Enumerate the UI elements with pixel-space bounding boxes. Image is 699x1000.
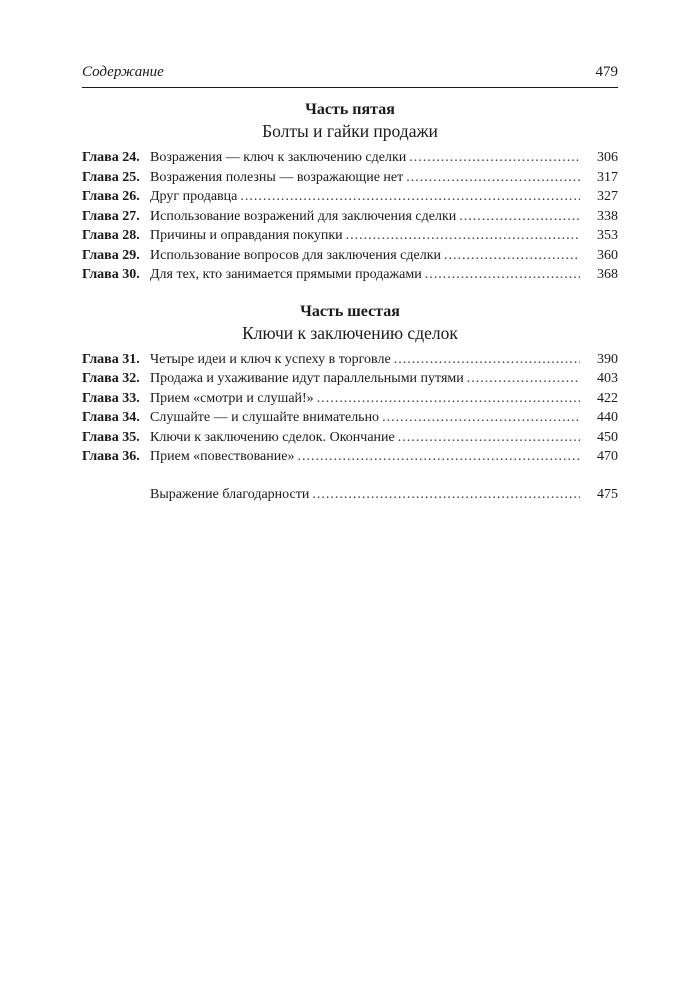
chapter-label: Глава 25. [82, 169, 140, 185]
dot-leader [240, 187, 580, 207]
dot-leader [346, 226, 580, 246]
toc-list [82, 148, 618, 285]
toc-entry[interactable] [82, 408, 618, 428]
chapter-label: Глава 32. [82, 371, 140, 386]
chapter-page: 327 [597, 189, 618, 204]
chapter-page: 360 [597, 247, 618, 263]
dot-leader [297, 447, 580, 467]
running-header [82, 64, 618, 88]
chapter-title: Использование вопросов для заключения сделки [150, 247, 441, 263]
chapter-page: 353 [597, 228, 618, 243]
chapter-label: Глава 33. [82, 390, 140, 406]
chapter-label: Глава 31. [82, 351, 140, 367]
chapter-page: 317 [597, 169, 618, 185]
chapter-title: Ключи к заключению сделок. Окончание [150, 429, 395, 445]
part-heading [82, 302, 618, 344]
part-name: Болты и гайки продажи [262, 121, 438, 141]
chapter-page: 368 [597, 267, 618, 282]
chapter-label: Глава 35. [82, 429, 140, 445]
dot-leader [459, 207, 580, 227]
toc-entry[interactable] [82, 265, 618, 285]
chapter-page: 390 [597, 351, 618, 367]
chapter-title: Возражения — ключ к заключению сделки [150, 150, 407, 165]
chapter-title: Использование возражений для заключения сделки [150, 208, 457, 224]
toc-entry[interactable] [82, 350, 618, 370]
chapter-page: 470 [597, 449, 618, 464]
toc-list [82, 485, 618, 505]
toc-entry[interactable] [82, 226, 618, 246]
toc-page [82, 64, 618, 504]
chapter-page: 306 [597, 150, 618, 165]
chapter-title: Четыре идеи и ключ к успеху в торговле [150, 351, 391, 367]
toc-entry-acknowledgements[interactable] [82, 485, 618, 505]
toc-entry[interactable] [82, 168, 618, 188]
chapter-page: 403 [597, 371, 618, 386]
dot-leader [312, 485, 580, 505]
running-header-page-number: 479 [595, 64, 618, 80]
dot-leader [425, 265, 580, 285]
toc-entry[interactable] [82, 389, 618, 409]
toc-entry[interactable] [82, 369, 618, 389]
toc-entry[interactable] [82, 447, 618, 467]
chapter-label: Глава 26. [82, 189, 140, 204]
chapter-page: 422 [597, 390, 618, 406]
acknowledgements-page: 475 [597, 486, 618, 502]
dot-leader [409, 148, 580, 168]
dot-leader [317, 389, 580, 409]
chapter-title: Прием «смотри и слушай!» [150, 390, 314, 406]
chapter-label: Глава 30. [82, 267, 140, 282]
chapter-page: 450 [597, 429, 618, 445]
toc-list [82, 350, 618, 467]
chapter-label: Глава 29. [82, 247, 140, 263]
chapter-title: Прием «повествование» [150, 449, 295, 464]
chapter-title: Причины и оправдания покупки [150, 228, 343, 243]
chapter-label: Глава 36. [82, 449, 140, 464]
chapter-title: Для тех, кто занимается прямыми продажами [150, 267, 422, 282]
running-header-title: Содержание [82, 64, 164, 80]
acknowledgements-title: Выражение благодарности [150, 486, 310, 502]
chapter-label: Глава 34. [82, 410, 140, 425]
toc-entry[interactable] [82, 246, 618, 266]
chapter-page: 338 [597, 208, 618, 224]
part-label: Часть шестая [300, 302, 400, 320]
chapter-page: 440 [597, 410, 618, 425]
dot-leader [382, 408, 580, 428]
dot-leader [444, 246, 580, 266]
part-label: Часть пятая [305, 101, 395, 118]
toc-entry[interactable] [82, 207, 618, 227]
chapter-label: Глава 27. [82, 208, 140, 224]
part-name: Ключи к заключению сделок [242, 322, 458, 343]
dot-leader [467, 369, 580, 389]
part-heading [82, 100, 618, 142]
toc-entry[interactable] [82, 187, 618, 207]
dot-leader [394, 350, 580, 370]
chapter-title: Возражения полезны — возражающие нет [150, 169, 404, 185]
chapter-label: Глава 24. [82, 150, 140, 165]
dot-leader [406, 168, 580, 188]
toc-entry[interactable] [82, 148, 618, 168]
chapter-title: Продажа и ухаживание идут параллельными путями [150, 371, 464, 386]
toc-entry[interactable] [82, 428, 618, 448]
dot-leader [398, 428, 580, 448]
chapter-label: Глава 28. [82, 228, 140, 243]
chapter-title: Друг продавца [150, 189, 238, 204]
chapter-title: Слушайте — и слушайте внимательно [150, 410, 380, 425]
